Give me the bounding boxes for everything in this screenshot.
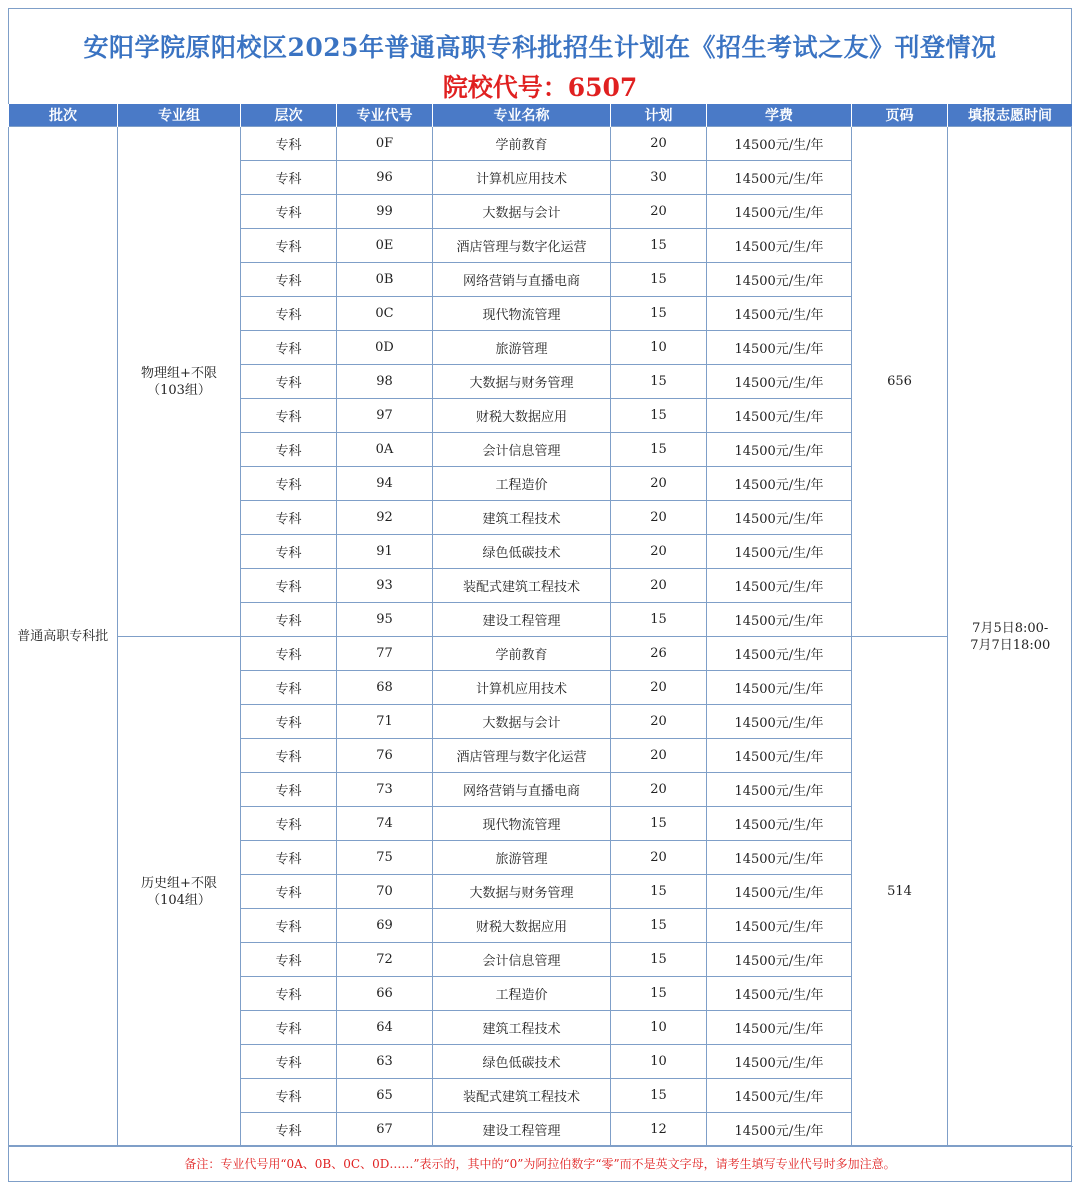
header-fill-time: 填报志愿时间	[948, 104, 1073, 127]
header-major-code: 专业代号	[337, 104, 433, 127]
plan-cell: 20	[611, 467, 707, 501]
footnote: 备注：专业代号用“0A、0B、0C、0D……”表示的，其中的“0”为阿拉伯数字“零”而不是英文字母，请考生填写专业代号时多加注意。	[8, 1145, 1072, 1182]
plan-cell: 15	[611, 263, 707, 297]
major-name-cell: 装配式建筑工程技术	[433, 569, 611, 603]
major-code-cell: 96	[337, 161, 433, 195]
major-name-cell: 学前教育	[433, 127, 611, 161]
major-name-cell: 装配式建筑工程技术	[433, 1079, 611, 1113]
tuition-cell: 14500元/生/年	[707, 773, 852, 807]
table-row	[9, 127, 1073, 161]
tuition-cell: 14500元/生/年	[707, 365, 852, 399]
page-cell: 656	[852, 127, 948, 637]
tuition-cell: 14500元/生/年	[707, 467, 852, 501]
tuition-cell: 14500元/生/年	[707, 569, 852, 603]
level-cell: 专科	[241, 467, 337, 501]
group-name-line: 历史组+不限	[141, 875, 217, 891]
plan-cell: 20	[611, 501, 707, 535]
tuition-cell: 14500元/生/年	[707, 229, 852, 263]
major-code-cell: 98	[337, 365, 433, 399]
plan-cell: 10	[611, 1045, 707, 1079]
level-cell: 专科	[241, 909, 337, 943]
major-code-cell: 67	[337, 1113, 433, 1147]
major-name-cell: 工程造价	[433, 467, 611, 501]
tuition-cell: 14500元/生/年	[707, 1011, 852, 1045]
plan-cell: 20	[611, 671, 707, 705]
major-code-cell: 0C	[337, 297, 433, 331]
plan-cell: 26	[611, 637, 707, 671]
school-code: 院校代号：6507	[442, 73, 638, 102]
major-code-cell: 64	[337, 1011, 433, 1045]
major-name-cell: 大数据与财务管理	[433, 365, 611, 399]
tuition-cell: 14500元/生/年	[707, 297, 852, 331]
major-name-cell: 旅游管理	[433, 841, 611, 875]
tuition-cell: 14500元/生/年	[707, 875, 852, 909]
tuition-cell: 14500元/生/年	[707, 943, 852, 977]
level-cell: 专科	[241, 365, 337, 399]
tuition-cell: 14500元/生/年	[707, 671, 852, 705]
group-name-line: （103组）	[147, 382, 211, 398]
title-block	[8, 8, 1072, 104]
header-major-name: 专业名称	[433, 104, 611, 127]
major-name-cell: 绿色低碳技术	[433, 1045, 611, 1079]
plan-cell: 20	[611, 841, 707, 875]
tuition-cell: 14500元/生/年	[707, 1045, 852, 1079]
major-name-cell: 计算机应用技术	[433, 161, 611, 195]
table-body	[9, 127, 1073, 1147]
plan-cell: 20	[611, 705, 707, 739]
plan-cell: 20	[611, 569, 707, 603]
level-cell: 专科	[241, 875, 337, 909]
major-name-cell: 建筑工程技术	[433, 501, 611, 535]
plan-cell: 15	[611, 1079, 707, 1113]
plan-cell: 10	[611, 331, 707, 365]
plan-cell: 20	[611, 739, 707, 773]
level-cell: 专科	[241, 943, 337, 977]
tuition-cell: 14500元/生/年	[707, 433, 852, 467]
level-cell: 专科	[241, 637, 337, 671]
major-code-cell: 75	[337, 841, 433, 875]
major-code-cell: 66	[337, 977, 433, 1011]
page-cell: 514	[852, 637, 948, 1147]
tuition-cell: 14500元/生/年	[707, 1113, 852, 1147]
table-header-row	[9, 104, 1073, 127]
tuition-cell: 14500元/生/年	[707, 705, 852, 739]
plan-cell: 15	[611, 365, 707, 399]
major-code-cell: 63	[337, 1045, 433, 1079]
major-code-cell: 77	[337, 637, 433, 671]
group-name-line: （104组）	[147, 892, 211, 908]
header-tuition: 学费	[707, 104, 852, 127]
major-name-cell: 学前教育	[433, 637, 611, 671]
level-cell: 专科	[241, 263, 337, 297]
major-name-cell: 酒店管理与数字化运营	[433, 229, 611, 263]
major-code-cell: 70	[337, 875, 433, 909]
fill-time-line: 7月5日8:00-	[972, 620, 1049, 636]
plan-cell: 20	[611, 195, 707, 229]
level-cell: 专科	[241, 1079, 337, 1113]
level-cell: 专科	[241, 807, 337, 841]
plan-cell: 15	[611, 297, 707, 331]
plan-cell: 15	[611, 875, 707, 909]
major-code-cell: 93	[337, 569, 433, 603]
tuition-cell: 14500元/生/年	[707, 1079, 852, 1113]
major-code-cell: 73	[337, 773, 433, 807]
plan-cell: 20	[611, 127, 707, 161]
major-code-cell: 0B	[337, 263, 433, 297]
level-cell: 专科	[241, 331, 337, 365]
level-cell: 专科	[241, 705, 337, 739]
major-name-cell: 酒店管理与数字化运营	[433, 739, 611, 773]
tuition-cell: 14500元/生/年	[707, 501, 852, 535]
level-cell: 专科	[241, 739, 337, 773]
plan-cell: 30	[611, 161, 707, 195]
tuition-cell: 14500元/生/年	[707, 807, 852, 841]
tuition-cell: 14500元/生/年	[707, 909, 852, 943]
tuition-cell: 14500元/生/年	[707, 637, 852, 671]
major-code-cell: 99	[337, 195, 433, 229]
major-name-cell: 现代物流管理	[433, 807, 611, 841]
major-name-cell: 会计信息管理	[433, 433, 611, 467]
major-name-cell: 工程造价	[433, 977, 611, 1011]
plan-cell: 15	[611, 909, 707, 943]
plan-cell: 15	[611, 943, 707, 977]
tuition-cell: 14500元/生/年	[707, 127, 852, 161]
plan-cell: 20	[611, 773, 707, 807]
plan-cell: 15	[611, 229, 707, 263]
plan-cell: 15	[611, 977, 707, 1011]
tuition-cell: 14500元/生/年	[707, 739, 852, 773]
level-cell: 专科	[241, 399, 337, 433]
tuition-cell: 14500元/生/年	[707, 195, 852, 229]
level-cell: 专科	[241, 161, 337, 195]
major-name-cell: 大数据与财务管理	[433, 875, 611, 909]
plan-cell: 15	[611, 807, 707, 841]
tuition-cell: 14500元/生/年	[707, 161, 852, 195]
major-name-cell: 绿色低碳技术	[433, 535, 611, 569]
header-plan: 计划	[611, 104, 707, 127]
major-code-cell: 0F	[337, 127, 433, 161]
major-name-cell: 大数据与会计	[433, 195, 611, 229]
major-name-cell: 建设工程管理	[433, 1113, 611, 1147]
fill-time-cell	[948, 127, 1073, 1147]
major-code-cell: 74	[337, 807, 433, 841]
plan-cell: 12	[611, 1113, 707, 1147]
plan-cell: 15	[611, 399, 707, 433]
level-cell: 专科	[241, 841, 337, 875]
plan-cell: 20	[611, 535, 707, 569]
tuition-cell: 14500元/生/年	[707, 977, 852, 1011]
level-cell: 专科	[241, 229, 337, 263]
major-code-cell: 65	[337, 1079, 433, 1113]
level-cell: 专科	[241, 535, 337, 569]
level-cell: 专科	[241, 569, 337, 603]
major-code-cell: 68	[337, 671, 433, 705]
header-batch: 批次	[9, 104, 118, 127]
major-name-cell: 财税大数据应用	[433, 399, 611, 433]
plan-cell: 15	[611, 433, 707, 467]
major-code-cell: 69	[337, 909, 433, 943]
batch-cell: 普通高职专科批	[9, 127, 118, 1147]
tuition-cell: 14500元/生/年	[707, 399, 852, 433]
level-cell: 专科	[241, 773, 337, 807]
tuition-cell: 14500元/生/年	[707, 263, 852, 297]
header-group: 专业组	[118, 104, 241, 127]
major-code-cell: 91	[337, 535, 433, 569]
major-name-cell: 计算机应用技术	[433, 671, 611, 705]
page-title: 安阳学院原阳校区2025年普通高职专科批招生计划在《招生考试之友》刊登情况	[83, 33, 997, 62]
major-code-cell: 92	[337, 501, 433, 535]
enrollment-plan-table	[8, 104, 1073, 1147]
group-cell	[118, 127, 241, 637]
level-cell: 专科	[241, 977, 337, 1011]
level-cell: 专科	[241, 195, 337, 229]
major-code-cell: 97	[337, 399, 433, 433]
major-name-cell: 建筑工程技术	[433, 1011, 611, 1045]
tuition-cell: 14500元/生/年	[707, 331, 852, 365]
level-cell: 专科	[241, 127, 337, 161]
level-cell: 专科	[241, 297, 337, 331]
group-cell	[118, 637, 241, 1147]
major-code-cell: 76	[337, 739, 433, 773]
level-cell: 专科	[241, 501, 337, 535]
major-code-cell: 0D	[337, 331, 433, 365]
major-name-cell: 财税大数据应用	[433, 909, 611, 943]
fill-time-line: 7月7日18:00	[970, 637, 1051, 653]
level-cell: 专科	[241, 433, 337, 467]
major-code-cell: 0E	[337, 229, 433, 263]
major-code-cell: 94	[337, 467, 433, 501]
major-name-cell: 现代物流管理	[433, 297, 611, 331]
major-code-cell: 71	[337, 705, 433, 739]
level-cell: 专科	[241, 1045, 337, 1079]
major-name-cell: 网络营销与直播电商	[433, 263, 611, 297]
plan-cell: 15	[611, 603, 707, 637]
level-cell: 专科	[241, 1011, 337, 1045]
level-cell: 专科	[241, 1113, 337, 1147]
table-row	[9, 637, 1073, 671]
level-cell: 专科	[241, 671, 337, 705]
major-name-cell: 网络营销与直播电商	[433, 773, 611, 807]
tuition-cell: 14500元/生/年	[707, 603, 852, 637]
header-level: 层次	[241, 104, 337, 127]
header-page: 页码	[852, 104, 948, 127]
major-code-cell: 0A	[337, 433, 433, 467]
major-name-cell: 大数据与会计	[433, 705, 611, 739]
tuition-cell: 14500元/生/年	[707, 841, 852, 875]
level-cell: 专科	[241, 603, 337, 637]
major-name-cell: 会计信息管理	[433, 943, 611, 977]
tuition-cell: 14500元/生/年	[707, 535, 852, 569]
major-code-cell: 95	[337, 603, 433, 637]
plan-cell: 10	[611, 1011, 707, 1045]
major-name-cell: 建设工程管理	[433, 603, 611, 637]
major-name-cell: 旅游管理	[433, 331, 611, 365]
major-code-cell: 72	[337, 943, 433, 977]
group-name-line: 物理组+不限	[141, 365, 217, 381]
